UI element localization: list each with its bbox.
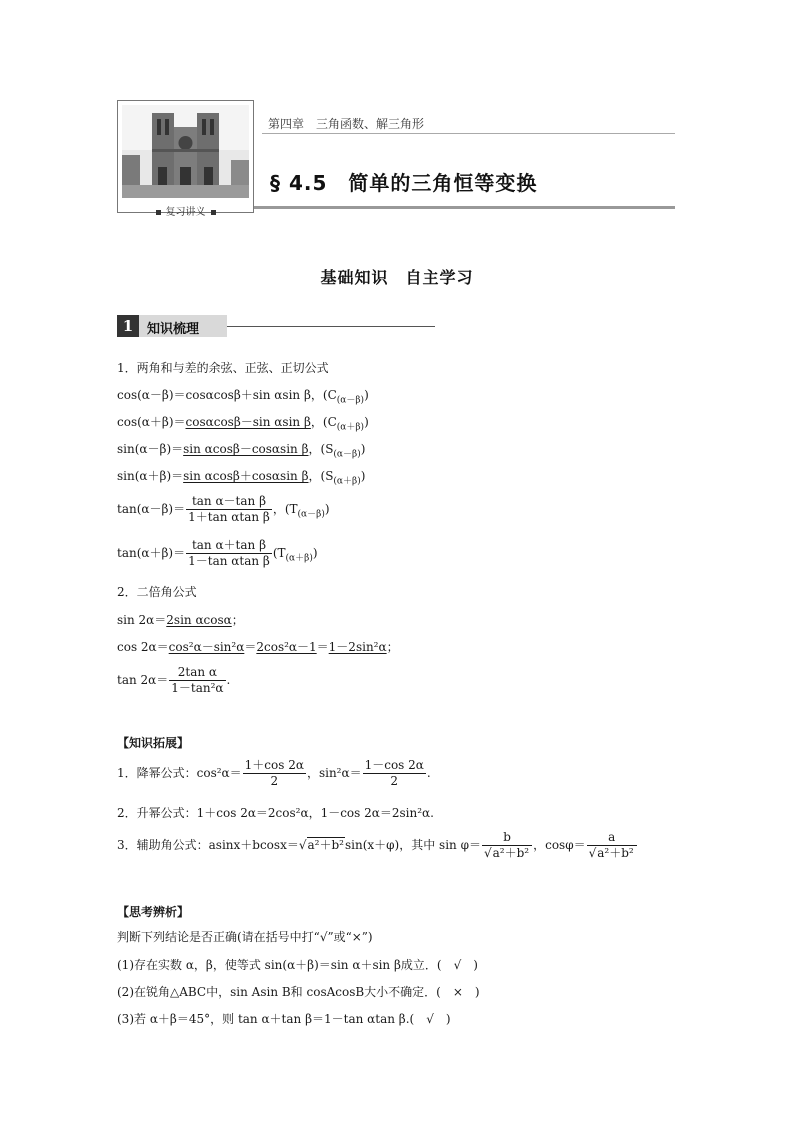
sin-plus-rhs: sin αcosβ＋cosαsin β (183, 469, 309, 483)
power-raising-formula: 2．升幂公式：1＋cos 2α＝2cos²α，1－cos 2α＝2sin²α. (117, 806, 434, 820)
fraction-denominator: 2 (270, 774, 279, 788)
fraction-numerator: a (587, 830, 637, 846)
fraction-numerator: tan α－tan β (186, 494, 272, 510)
chapter-title: 第四章 三角函数、解三角形 (268, 117, 425, 131)
cos-plus-sub: (α＋β) (336, 422, 365, 433)
sin-minus-tag: ，(S (308, 442, 334, 456)
judgment-item-1: (1)存在实数 α，β，使等式 sin(α＋β)＝sin α＋sin β成立．( √ ) (117, 958, 478, 972)
knowledge-divider (227, 326, 435, 327)
chapter-divider (262, 133, 675, 134)
auxiliary-mid: sin(x＋φ)，其中 sin φ＝ (344, 838, 481, 852)
semicolon: ； (231, 613, 244, 627)
tan-plus-fraction (186, 538, 272, 569)
tan-minus-formula (117, 494, 330, 525)
close-paren: ) (324, 502, 330, 516)
tan-plus-tag: (T (272, 546, 286, 560)
tan-plus-lhs: tan(α＋β)＝ (117, 546, 186, 560)
tan-minus-fraction (186, 494, 272, 525)
fraction-numerator: 1＋cos 2α (244, 758, 304, 772)
power-reduction-mid: ，sin²α＝ (306, 766, 362, 780)
sin-plus-tag: ，(S (308, 469, 334, 483)
bullet-square-icon (156, 210, 161, 215)
fraction-numerator: b (482, 830, 532, 846)
sqrt-radicand: a²＋b² (492, 846, 530, 860)
sin-double-formula (117, 611, 244, 628)
sin-square-fraction (363, 758, 426, 789)
cos-double-form-b: 2cos²α－1 (256, 640, 317, 654)
auxiliary-prefix: 3．辅助角公式：asinx＋bcosx＝ (117, 838, 299, 852)
cathedral-image (122, 105, 249, 198)
power-reduction-formula (117, 758, 431, 789)
cos-minus-formula (117, 386, 369, 405)
sqrt-symbol: √ (298, 838, 307, 852)
close-paren: ) (312, 546, 318, 560)
tan-double-formula (117, 665, 230, 696)
thinking-intro: 判断下列结论是否正确(请在括号中打“√”或“×”) (117, 930, 373, 944)
knowledge-tag-number: 1 (117, 315, 139, 337)
fraction-denominator (587, 846, 637, 861)
cos-square-fraction (243, 758, 306, 789)
cos-minus-tag: ，(C (310, 388, 337, 402)
tan-double-lhs: tan 2α＝ (117, 673, 169, 687)
photo-caption (117, 203, 254, 218)
photo-caption-text: 复习讲义 (165, 207, 206, 218)
tan-double-fraction (169, 665, 225, 696)
cos-phi-fraction (587, 830, 637, 861)
cos-minus-rhs: cosαcosβ＋sin αsin β (185, 388, 311, 402)
sin-plus-lhs: sin(α＋β)＝ (117, 469, 184, 483)
sin-minus-formula (117, 440, 365, 459)
sin-minus-lhs: sin(α－β)＝ (117, 442, 184, 456)
sin-phi-fraction (482, 830, 532, 861)
equals-sign: ＝ (244, 640, 257, 654)
fraction-denominator: 2 (390, 774, 399, 788)
thinking-heading: 【思考辨析】 (117, 905, 190, 919)
tan-minus-sub: (α－β) (297, 509, 325, 520)
cos-double-lhs: cos 2α＝ (117, 640, 169, 654)
fraction-numerator: 2tan α (169, 665, 225, 681)
close-paren: ) (360, 469, 366, 483)
equals-sign: ＝ (316, 640, 329, 654)
auxiliary-mid-2: ，cosφ＝ (533, 838, 586, 852)
fraction-denominator: 1－tan²α (171, 681, 224, 695)
close-paren: ) (364, 388, 369, 402)
sqrt-radicand: a²＋b² (597, 846, 634, 860)
sin-minus-sub: (α－β) (333, 449, 361, 460)
sin-plus-sub: (α＋β) (333, 476, 361, 487)
cathedral-photo (117, 100, 254, 213)
fraction-denominator (482, 846, 532, 861)
close-paren: ) (360, 442, 366, 456)
close-paren: ) (364, 415, 369, 429)
main-heading: 基础知识 自主学习 (320, 268, 474, 287)
cos-double-formula (117, 638, 399, 655)
fraction-numerator: tan α＋tan β (186, 538, 272, 554)
fraction-denominator: 1＋tan αtan β (188, 510, 270, 524)
cos-minus-lhs: cos(α－β)＝ (117, 388, 186, 402)
cos-plus-lhs: cos(α＋β)＝ (117, 415, 186, 429)
formula-section-heading: 1．两角和与差的余弦、正弦、正切公式 (117, 361, 329, 375)
title-divider (254, 206, 675, 209)
section-title: § 4.5 简单的三角恒等变换 (270, 171, 538, 195)
cos-plus-tag: ，(C (310, 415, 337, 429)
judgment-item-2: (2)在锐角△ABC中，sin Asin B和 cosAcosB大小不确定．( × ) (117, 985, 480, 999)
sin-minus-rhs: sin αcosβ－cosαsin β (183, 442, 309, 456)
period: . (426, 766, 431, 780)
tan-minus-lhs: tan(α－β)＝ (117, 502, 186, 516)
tan-minus-tag: ，(T (272, 502, 298, 516)
cos-plus-rhs: cosαcosβ－sin αsin β (185, 415, 311, 429)
power-reduction-prefix: 1．降幂公式：cos²α＝ (117, 766, 242, 780)
extension-heading: 【知识拓展】 (117, 736, 190, 750)
fraction-denominator: 1－tan αtan β (188, 554, 270, 568)
cos-plus-formula (117, 413, 369, 432)
sin-double-rhs: 2sin αcosα (166, 613, 232, 627)
judgment-item-3: (3)若 α＋β＝45°，则 tan α＋tan β＝1－tan αtan β.( √ ) (117, 1012, 451, 1026)
sqrt-symbol: √ (483, 846, 492, 860)
double-angle-heading: 2．二倍角公式 (117, 585, 197, 599)
sin-plus-formula (117, 467, 365, 486)
semicolon: ； (386, 640, 399, 654)
fraction-numerator: 1－cos 2α (364, 758, 424, 772)
cos-double-form-a: cos²α－sin²α (168, 640, 245, 654)
auxiliary-angle-formula (117, 830, 638, 861)
sin-double-lhs: sin 2α＝ (117, 613, 167, 627)
period: . (226, 673, 231, 687)
knowledge-tag-label: 知识梳理 (147, 322, 200, 337)
sqrt-symbol: √ (588, 846, 597, 860)
cos-minus-sub: (α－β) (336, 395, 365, 406)
tan-plus-formula (117, 538, 318, 569)
sqrt-radicand: a²＋b² (307, 838, 344, 852)
cos-double-form-c: 1－2sin²α (328, 640, 387, 654)
bullet-square-icon (211, 210, 216, 215)
tan-plus-sub: (α＋β) (285, 553, 313, 564)
